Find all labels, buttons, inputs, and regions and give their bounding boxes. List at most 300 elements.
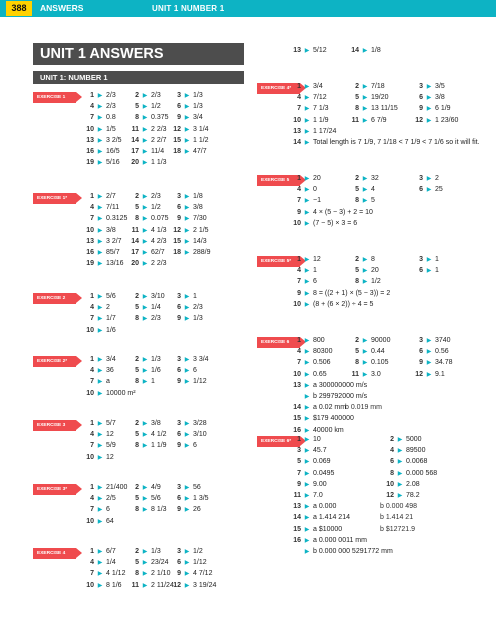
answer-value: 1 — [435, 267, 439, 275]
answer-item — [287, 139, 480, 147]
arrow-icon: ▶ — [142, 149, 148, 155]
question-number: 9 — [177, 442, 181, 450]
arrow-icon: ▶ — [97, 115, 103, 122]
question-number: b $12721.9 — [380, 525, 416, 533]
question-number: 17 — [131, 249, 139, 256]
answer-item — [80, 249, 120, 257]
arrow-icon: ▶ — [142, 160, 148, 167]
arrow-icon: ▶ — [397, 448, 403, 455]
answer-item — [80, 454, 114, 462]
answer-value: 5/6 — [151, 495, 161, 503]
arrow-icon: ▶ — [362, 371, 368, 378]
answer-value: 26 — [193, 506, 201, 514]
answer-item — [125, 137, 167, 145]
question-number: 3 — [177, 92, 181, 99]
question-number: 15 — [293, 415, 301, 423]
answer-item — [345, 348, 385, 356]
answer-value: 1 23/60 — [435, 116, 459, 124]
question-number: 6 — [177, 204, 181, 212]
answer-item — [409, 359, 453, 367]
question-number: 2 — [135, 484, 139, 491]
question-number: 10 — [86, 125, 94, 133]
question-number: 6 — [177, 431, 181, 439]
answer-item — [80, 126, 116, 134]
arrow-icon: ▶ — [142, 368, 148, 375]
arrow-icon: ▶ — [304, 416, 310, 423]
answer-value: 2.08 — [406, 480, 420, 488]
arrow-icon: ▶ — [304, 459, 310, 466]
answer-item — [380, 436, 422, 444]
answer-value: 1/8 — [193, 193, 203, 200]
answer-item — [409, 267, 439, 275]
question-number: 1 — [297, 83, 301, 90]
question-number: 14 — [131, 136, 139, 144]
arrow-icon: ▶ — [97, 137, 103, 144]
answer-item — [80, 92, 116, 100]
answer-item — [287, 481, 327, 489]
answer-item — [167, 92, 203, 100]
question-number: 7 — [90, 506, 94, 514]
answer-item — [345, 105, 398, 113]
arrow-icon: ▶ — [304, 209, 310, 216]
question-number: 2 — [355, 175, 359, 182]
answer-value: 8 1/6 — [106, 581, 122, 589]
arrow-icon: ▶ — [142, 357, 148, 363]
question-number: 8 — [135, 378, 139, 386]
answer-item — [287, 337, 325, 345]
question-number: 10 — [293, 116, 301, 124]
answer-value: 1 — [435, 256, 439, 263]
answer-item — [125, 495, 161, 503]
arrow-icon: ▶ — [97, 582, 103, 589]
answer-value: 800 — [313, 337, 325, 344]
arrow-icon: ▶ — [97, 432, 103, 439]
answer-value: 8 — [371, 256, 375, 263]
arrow-icon: ▶ — [142, 126, 148, 133]
answer-item — [80, 114, 116, 122]
question-number: 5 — [135, 304, 139, 312]
answer-item — [125, 559, 169, 567]
answer-value: 1 1/2 — [193, 136, 209, 144]
answer-value: a 0.000 0011 mm — [313, 536, 367, 544]
question-number: 10 — [86, 581, 94, 589]
answer-value: 6 1/9 — [435, 105, 451, 113]
arrow-icon: ▶ — [362, 349, 368, 356]
answer-item — [409, 348, 449, 356]
answer-item — [167, 378, 207, 386]
question-number: 8 — [135, 442, 139, 450]
answer-value: 2/3 — [151, 92, 161, 99]
question-number: 16 — [293, 426, 301, 434]
question-number: 4 — [297, 94, 301, 102]
answer-item — [345, 359, 389, 367]
arrow-icon: ▶ — [304, 117, 310, 124]
answer-item — [409, 83, 445, 91]
question-number: 7 — [90, 114, 94, 122]
arrow-icon: ▶ — [97, 549, 103, 555]
question-number: 2 — [135, 293, 139, 300]
answer-item — [167, 137, 209, 145]
answer-item — [167, 548, 203, 556]
answer-item — [287, 393, 367, 401]
answer-value: 2/3 — [151, 193, 161, 200]
arrow-icon: ▶ — [97, 327, 103, 334]
answer-item — [345, 117, 387, 125]
answer-item — [80, 304, 110, 312]
question-number: 7 — [297, 105, 301, 113]
answer-item — [345, 197, 375, 205]
question-number: 6 — [419, 348, 423, 356]
answer-value: 2/5 — [106, 495, 116, 503]
answer-value: 0.069 — [313, 458, 331, 466]
arrow-icon: ▶ — [304, 526, 310, 533]
answer-value: 4 — [371, 186, 375, 194]
exercise-label: EXERCISE 1* — [33, 193, 76, 204]
arrow-icon: ▶ — [97, 205, 103, 212]
answer-value: 56 — [193, 484, 201, 491]
exercise-label: EXERCISE 2* — [33, 356, 76, 367]
answer-item — [167, 249, 211, 257]
question-number: 5 — [355, 94, 359, 102]
question-number: 3 — [419, 83, 423, 90]
arrow-icon: ▶ — [142, 137, 148, 144]
answer-item — [125, 249, 165, 257]
arrow-icon: ▶ — [184, 316, 190, 323]
arrow-icon: ▶ — [184, 194, 190, 200]
question-number: 3 — [177, 548, 181, 555]
arrow-icon: ▶ — [304, 448, 310, 455]
answer-value: 6/7 — [106, 548, 116, 555]
answer-item — [125, 114, 169, 122]
question-number: 4 — [297, 186, 301, 194]
arrow-icon: ▶ — [142, 432, 148, 439]
arrow-icon: ▶ — [362, 198, 368, 205]
arrow-icon: ▶ — [142, 294, 148, 300]
arrow-icon: ▶ — [97, 518, 103, 525]
arrow-icon: ▶ — [304, 360, 310, 367]
arrow-icon: ▶ — [397, 470, 403, 477]
answer-value: 7/11 — [106, 204, 120, 212]
answer-item — [345, 186, 375, 194]
arrow-icon: ▶ — [426, 268, 432, 275]
answer-item — [287, 209, 373, 217]
answer-item — [167, 126, 209, 134]
question-number: 4 — [90, 431, 94, 439]
answer-value: 3 2/5 — [106, 136, 122, 144]
arrow-icon: ▶ — [142, 305, 148, 312]
arrow-icon: ▶ — [142, 443, 148, 450]
arrow-icon: ▶ — [184, 507, 190, 514]
answer-item — [80, 495, 116, 503]
answer-value: 0.0068 — [406, 458, 428, 466]
arrow-icon: ▶ — [426, 176, 432, 182]
answer-value: 12 — [106, 431, 114, 439]
answer-value: 0.506 — [313, 359, 331, 367]
answer-value: 1 — [313, 267, 317, 275]
arrow-icon: ▶ — [97, 357, 103, 363]
answer-item — [125, 431, 167, 439]
answer-item — [409, 371, 445, 379]
answer-value: 4 1/2 — [151, 431, 167, 439]
question-number: 14 — [131, 237, 139, 245]
arrow-icon: ▶ — [304, 394, 310, 400]
answer-item — [80, 159, 120, 167]
answer-item — [167, 215, 207, 223]
answer-item — [380, 481, 420, 489]
question-number: 3 — [177, 193, 181, 200]
arrow-icon: ▶ — [97, 379, 103, 386]
answer-value: 3 3/4 — [193, 356, 209, 363]
answer-value: a $10000 — [313, 525, 343, 533]
arrow-icon: ▶ — [304, 405, 310, 412]
answer-value: 3/5 — [435, 83, 445, 90]
question-number: 5 — [355, 348, 359, 356]
arrow-icon: ▶ — [184, 485, 190, 491]
answer-item — [380, 447, 425, 455]
arrow-icon: ▶ — [184, 560, 190, 567]
question-number: 12 — [415, 370, 423, 378]
answer-item — [380, 526, 427, 534]
answer-item — [125, 227, 167, 235]
answer-item — [167, 114, 203, 122]
answer-item — [167, 148, 207, 156]
answer-value: 2/3 — [106, 92, 116, 99]
arrow-icon: ▶ — [97, 454, 103, 461]
arrow-icon: ▶ — [397, 459, 403, 466]
answer-item — [345, 47, 381, 55]
section-title: UNIT 1 NUMBER 1 — [152, 4, 225, 13]
answer-item — [80, 484, 127, 492]
answer-value: 6 7/9 — [371, 116, 387, 124]
answer-value: (7 − 5) × 3 = 6 — [313, 219, 358, 227]
arrow-icon: ▶ — [304, 371, 310, 378]
answer-item — [287, 94, 327, 102]
arrow-icon: ▶ — [97, 507, 103, 514]
question-number: 2 — [135, 193, 139, 200]
question-number: 16 — [293, 536, 301, 544]
question-number: 6 — [390, 458, 394, 466]
question-number: 7 — [297, 469, 301, 477]
answer-value: 3/8 — [151, 420, 161, 427]
answer-value: 3/10 — [193, 431, 207, 439]
question-number: 14 — [293, 139, 301, 146]
question-number: b 0.000 498 — [380, 503, 417, 511]
arrow-icon: ▶ — [142, 104, 148, 111]
arrow-icon: ▶ — [362, 187, 368, 194]
answer-item — [167, 420, 207, 428]
answer-value: 80300 — [313, 348, 333, 356]
arrow-icon: ▶ — [184, 104, 190, 111]
arrow-icon: ▶ — [426, 349, 432, 356]
question-number: 4 — [90, 559, 94, 567]
arrow-icon: ▶ — [426, 84, 432, 90]
question-number: 8 — [355, 105, 359, 113]
arrow-icon: ▶ — [304, 301, 310, 308]
arrow-icon: ▶ — [304, 437, 310, 443]
question-number: 8 — [135, 114, 139, 122]
arrow-icon: ▶ — [97, 250, 103, 256]
answer-item — [80, 548, 116, 556]
question-number: 1 — [297, 436, 301, 443]
arrow-icon: ▶ — [97, 421, 103, 427]
answer-value: 3 2/7 — [106, 237, 122, 245]
answer-value: 25 — [435, 186, 443, 194]
arrow-icon: ▶ — [426, 117, 432, 124]
arrow-icon: ▶ — [304, 338, 310, 344]
arrow-icon: ▶ — [97, 305, 103, 312]
answer-item — [125, 260, 167, 268]
answer-value: 1 3/5 — [193, 495, 209, 503]
arrow-icon: ▶ — [97, 93, 103, 99]
answer-item — [80, 103, 116, 111]
question-number: 14 — [293, 404, 301, 412]
answer-value: 1/3 — [193, 103, 203, 111]
arrow-icon: ▶ — [184, 216, 190, 223]
answer-value: $179 400000 — [313, 415, 354, 423]
answer-item — [125, 148, 164, 156]
answer-item — [409, 186, 443, 194]
answer-value: a — [106, 378, 110, 386]
answer-value: 2/3 — [106, 103, 116, 111]
answer-item — [287, 267, 317, 275]
arrow-icon: ▶ — [397, 493, 403, 499]
question-number: 6 — [419, 267, 423, 275]
arrow-icon: ▶ — [362, 106, 368, 113]
arrow-icon: ▶ — [362, 257, 368, 263]
arrow-icon: ▶ — [97, 496, 103, 503]
arrow-icon: ▶ — [184, 368, 190, 375]
arrow-icon: ▶ — [184, 305, 190, 312]
question-number: 2 — [135, 92, 139, 99]
answer-value: 3/8 — [106, 226, 116, 234]
arrow-icon: ▶ — [304, 84, 310, 90]
answer-value: 1 1/3 — [151, 159, 167, 167]
answer-item — [287, 348, 332, 356]
arrow-icon: ▶ — [397, 481, 403, 488]
answer-value: 3/8 — [193, 204, 203, 212]
answer-item — [287, 175, 321, 183]
arrow-icon: ▶ — [362, 268, 368, 275]
exercise-label: EXERCISE 6 — [257, 337, 300, 348]
exercise-label: EXERCISE 3* — [33, 484, 76, 495]
arrow-icon: ▶ — [142, 250, 148, 256]
answer-item — [80, 378, 110, 386]
question-number: 6 — [177, 103, 181, 111]
answer-value: a 0.02 mm — [313, 404, 347, 412]
answer-value: 23/24 — [151, 559, 169, 567]
question-number: 19 — [86, 260, 94, 268]
answer-item — [167, 193, 203, 201]
arrow-icon: ▶ — [304, 493, 310, 499]
question-number: 4 — [297, 348, 301, 356]
answer-value: 2 2/3 — [151, 260, 167, 268]
answer-item — [167, 582, 216, 590]
answer-item — [167, 442, 197, 450]
answer-item — [287, 83, 323, 91]
answer-value: 1/8 — [371, 47, 381, 54]
answer-value: Total length is 7 1/9, 7 1/18 < 7 1/9 < 7 1/6 so it will fit. — [313, 139, 480, 146]
answer-value: 3.0 — [371, 370, 381, 378]
answer-item — [345, 337, 390, 345]
answer-item — [125, 548, 161, 556]
answer-value: −1 — [313, 197, 321, 205]
answer-value: 0.0495 — [313, 469, 335, 477]
question-number: 11 — [131, 581, 139, 589]
arrow-icon: ▶ — [304, 549, 310, 555]
answer-value: 0.075 — [151, 215, 169, 223]
answer-value: 5000 — [406, 436, 422, 443]
answer-item — [287, 548, 393, 556]
answer-value: 5/6 — [106, 293, 116, 300]
answer-value: 9.1 — [435, 370, 445, 378]
question-number: 9 — [297, 208, 301, 216]
answer-value: (8 + (6 × 2)) ÷ 4 = 5 — [313, 300, 374, 308]
answer-value: 6 — [106, 506, 110, 514]
answer-value: 12 — [106, 453, 114, 461]
question-number: 11 — [131, 125, 139, 133]
answer-item — [409, 94, 445, 102]
question-number: 10 — [86, 326, 94, 334]
arrow-icon: ▶ — [142, 261, 148, 268]
answer-item — [80, 356, 116, 364]
question-number: 3 — [419, 256, 423, 263]
arrow-icon: ▶ — [362, 48, 368, 54]
answer-value: 7/18 — [371, 83, 385, 90]
arrow-icon: ▶ — [304, 140, 310, 146]
answer-item — [287, 301, 373, 309]
answer-item — [287, 537, 367, 545]
question-number: 4 — [90, 367, 94, 375]
page-number: 388 — [6, 1, 32, 16]
question-number: 5 — [135, 495, 139, 503]
question-number: 3 — [297, 447, 301, 455]
arrow-icon: ▶ — [184, 571, 190, 578]
answer-item — [287, 371, 327, 379]
question-number: 4 — [297, 267, 301, 275]
answer-item — [167, 431, 207, 439]
answer-value: 2 1/5 — [193, 226, 209, 234]
answer-item — [409, 256, 439, 264]
answer-value: 1 1/9 — [313, 116, 329, 124]
question-number: 10 — [86, 453, 94, 461]
question-number: 2 — [355, 83, 359, 90]
arrow-icon: ▶ — [142, 93, 148, 99]
answer-item — [287, 427, 344, 435]
answer-item — [80, 193, 116, 201]
question-number: 11 — [131, 226, 139, 234]
question-number: 13 — [293, 381, 301, 389]
arrow-icon: ▶ — [426, 95, 432, 102]
answer-value: 12 — [313, 256, 321, 263]
answer-value: 0.3125 — [106, 215, 128, 223]
answer-item — [167, 238, 207, 246]
question-number: 10 — [293, 219, 301, 227]
question-number: 9 — [419, 105, 423, 113]
arrow-icon: ▶ — [184, 115, 190, 122]
question-number: 4 — [90, 204, 94, 212]
answer-value: 89500 — [406, 447, 426, 455]
arrow-icon: ▶ — [426, 257, 432, 263]
arrow-icon: ▶ — [142, 379, 148, 386]
answer-value: 9.00 — [313, 480, 327, 488]
answer-item — [80, 293, 116, 301]
question-number: 3 — [177, 293, 181, 300]
page-subtitle: UNIT 1: NUMBER 1 — [33, 71, 244, 84]
answer-item — [287, 47, 327, 55]
question-number: 12 — [173, 226, 181, 234]
answer-item — [125, 420, 161, 428]
arrow-icon: ▶ — [184, 149, 190, 155]
